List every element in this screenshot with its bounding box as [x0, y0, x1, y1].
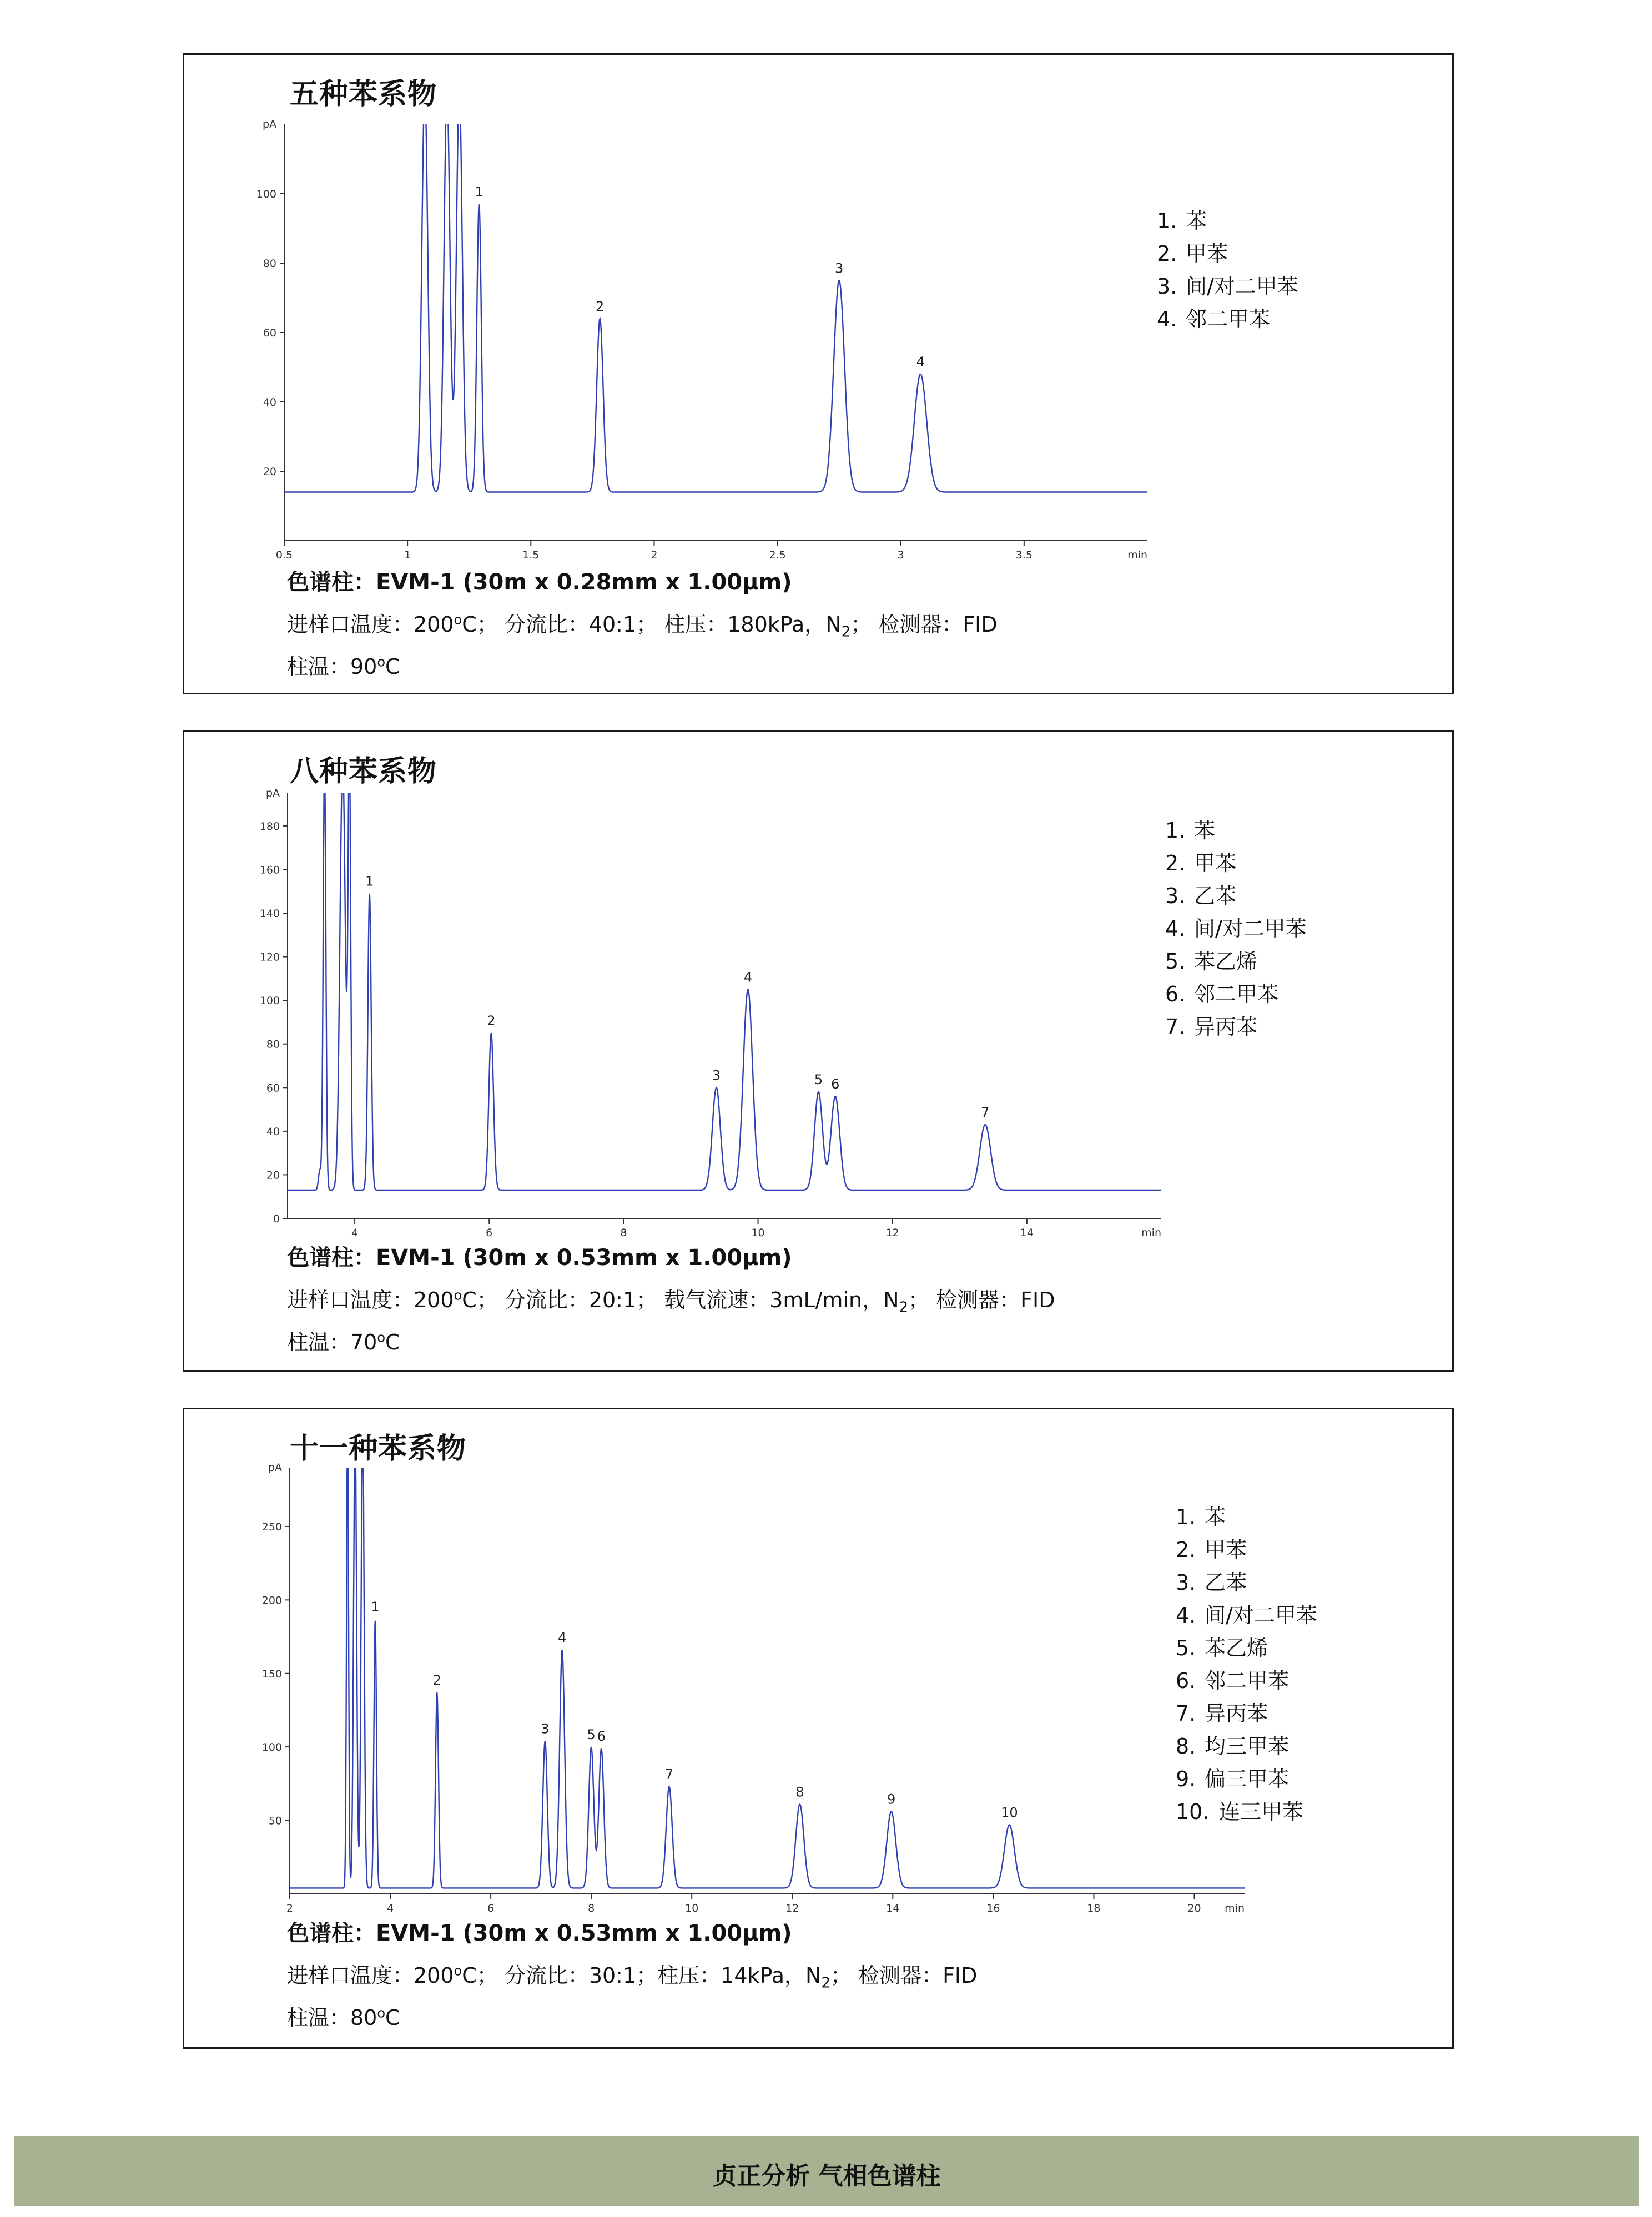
legend-compound: 苯乙烯 — [1194, 949, 1258, 974]
legend-number: 2. — [1176, 1538, 1196, 1562]
peak-label: 1 — [475, 184, 483, 200]
legend-number: 2. — [1165, 851, 1186, 875]
y-tick-label: 160 — [259, 864, 280, 876]
column-temperature: 柱温：80$^o$C — [287, 2005, 400, 2030]
legend-number: 7. — [1176, 1701, 1196, 1726]
x-axis-unit: min — [1127, 549, 1147, 561]
y-axis-unit: pA — [268, 1462, 282, 1474]
legend-item — [1165, 847, 1307, 880]
legend-item — [1176, 1665, 1317, 1697]
footer-bar — [14, 2136, 1639, 2206]
chromatogram-trace — [290, 1424, 1245, 1888]
legend-compound: 邻二甲苯 — [1205, 1669, 1290, 1693]
legend-item — [1165, 880, 1307, 913]
peak-label: 1 — [365, 873, 374, 889]
legend-compound: 均三甲苯 — [1205, 1734, 1290, 1759]
legend-number: 6. — [1176, 1669, 1196, 1693]
legend-number: 1. — [1165, 818, 1186, 843]
peak-label: 2 — [596, 299, 605, 314]
legend-number: 8. — [1176, 1734, 1196, 1759]
x-tick-label: 14 — [886, 1902, 900, 1914]
peak-label: 8 — [795, 1784, 804, 1800]
peak-label: 4 — [558, 1630, 567, 1646]
legend-compound: 邻二甲苯 — [1194, 982, 1279, 1006]
legend-number: 4. — [1157, 307, 1177, 331]
legend-compound: 苯 — [1205, 1505, 1226, 1529]
x-tick-label: 6 — [486, 1227, 493, 1239]
y-tick-label: 100 — [256, 188, 276, 200]
x-tick-label: 2 — [651, 549, 658, 561]
inlet-conditions: 进样口温度：200$^o$C； 分流比：40:1； 柱压：180kPa，$N_2$； 检测器：FID — [287, 612, 998, 641]
x-tick-label: 1.5 — [522, 549, 540, 561]
peak-label: 7 — [981, 1105, 990, 1121]
y-tick-label: 250 — [261, 1520, 282, 1533]
y-tick-label: 80 — [263, 258, 276, 270]
legend-number: 10. — [1176, 1800, 1210, 1824]
legend-item — [1176, 1501, 1317, 1534]
legend-item — [1176, 1697, 1317, 1730]
legend-compound: 甲苯 — [1194, 851, 1237, 875]
peak-label: 1 — [371, 1599, 380, 1615]
legend-compound: 偏三甲苯 — [1205, 1767, 1290, 1791]
peak-label: 3 — [712, 1067, 721, 1084]
chromatogram-panel-2 — [183, 730, 1454, 1372]
x-tick-label: 3 — [897, 549, 904, 561]
y-tick-label: 80 — [266, 1038, 280, 1051]
peak-legend — [1165, 814, 1307, 1044]
x-tick-label: 16 — [986, 1902, 1000, 1914]
legend-compound: 乙苯 — [1194, 884, 1237, 908]
x-tick-label: 2.5 — [769, 549, 786, 561]
legend-number: 1. — [1176, 1505, 1196, 1529]
panel-title: 八种苯系物 — [290, 755, 437, 788]
y-tick-label: 60 — [263, 327, 276, 339]
legend-number: 5. — [1165, 949, 1186, 974]
x-axis-unit: min — [1141, 1227, 1161, 1239]
x-tick-label: 20 — [1187, 1902, 1201, 1914]
x-tick-label: 12 — [785, 1902, 799, 1914]
legend-number: 4. — [1176, 1603, 1196, 1628]
peak-label: 7 — [664, 1766, 674, 1782]
legend-compound: 异丙苯 — [1205, 1701, 1268, 1726]
peak-label: 6 — [597, 1728, 606, 1744]
y-tick-label: 60 — [266, 1082, 280, 1095]
peak-label: 10 — [1001, 1805, 1018, 1821]
legend-compound: 邻二甲苯 — [1186, 307, 1271, 331]
legend-item — [1157, 238, 1298, 270]
legend-number: 2. — [1157, 241, 1177, 266]
legend-item — [1165, 945, 1307, 978]
legend-number: 3. — [1165, 884, 1186, 908]
column-spec: 色谱柱：EVM-1 (30m x 0.28mm x 1.00μm) — [287, 570, 792, 595]
chromatogram-trace — [288, 742, 1161, 1190]
inlet-conditions: 进样口温度：200$^o$C； 分流比：30:1；柱压：14kPa，$N_2$； 检测器：FID — [287, 1963, 978, 1992]
legend-compound: 苯 — [1186, 209, 1207, 233]
legend-number: 5. — [1176, 1636, 1196, 1660]
x-tick-label: 0.5 — [275, 549, 293, 561]
legend-item — [1165, 814, 1307, 847]
legend-number: 7. — [1165, 1015, 1186, 1039]
peak-label: 4 — [916, 354, 925, 370]
peak-label: 5 — [587, 1727, 596, 1743]
y-tick-label: 0 — [273, 1213, 280, 1225]
legend-compound: 间/对二甲苯 — [1186, 274, 1298, 299]
x-tick-label: 3.5 — [1015, 549, 1032, 561]
y-tick-label: 100 — [261, 1741, 282, 1754]
legend-item — [1176, 1632, 1317, 1665]
legend-item — [1157, 303, 1298, 336]
column-temperature: 柱温：90$^o$C — [287, 654, 400, 679]
peak-label: 2 — [487, 1013, 496, 1029]
column-spec: 色谱柱：EVM-1 (30m x 0.53mm x 1.00μm) — [287, 1921, 792, 1946]
legend-item — [1176, 1534, 1317, 1566]
legend-item — [1176, 1566, 1317, 1599]
legend-compound: 苯 — [1194, 818, 1216, 843]
x-tick-label: 10 — [685, 1902, 699, 1914]
peak-label: 9 — [887, 1791, 896, 1807]
footer-text: 贞正分析 气相色谱柱 — [712, 2162, 941, 2190]
legend-compound: 苯乙烯 — [1205, 1636, 1268, 1660]
y-axis-unit: pA — [265, 787, 280, 799]
x-tick-label: 6 — [487, 1902, 495, 1914]
peak-label: 3 — [541, 1721, 550, 1737]
x-tick-label: 8 — [588, 1902, 595, 1914]
legend-number: 4. — [1165, 916, 1186, 941]
x-tick-label: 8 — [620, 1227, 627, 1239]
legend-compound: 甲苯 — [1186, 241, 1228, 266]
x-tick-label: 18 — [1087, 1902, 1101, 1914]
column-spec: 色谱柱：EVM-1 (30m x 0.53mm x 1.00μm) — [287, 1245, 792, 1271]
chromatogram-panel-3 — [183, 1408, 1454, 2049]
x-tick-label: 1 — [404, 549, 411, 561]
y-tick-label: 20 — [266, 1169, 280, 1182]
inlet-conditions: 进样口温度：200$^o$C； 分流比：20:1； 载气流速：3mL/min，$N_2$； 检测器：FID — [287, 1287, 1055, 1316]
legend-item — [1176, 1763, 1317, 1796]
y-tick-label: 40 — [263, 396, 276, 409]
legend-item — [1176, 1730, 1317, 1763]
legend-item — [1165, 1011, 1307, 1044]
legend-compound: 间/对二甲苯 — [1205, 1603, 1317, 1628]
legend-compound: 异丙苯 — [1194, 1015, 1258, 1039]
legend-compound: 甲苯 — [1205, 1538, 1247, 1562]
chromatogram-trace — [284, 90, 1147, 492]
x-axis-unit: min — [1225, 1902, 1245, 1914]
y-axis-unit: pA — [262, 118, 276, 130]
x-tick-label: 14 — [1020, 1227, 1034, 1239]
legend-item — [1157, 205, 1298, 238]
peak-label: 4 — [743, 969, 753, 985]
legend-item — [1157, 270, 1298, 303]
y-tick-label: 200 — [261, 1594, 282, 1607]
legend-item — [1165, 978, 1307, 1011]
y-tick-label: 50 — [268, 1815, 282, 1827]
legend-item — [1176, 1796, 1317, 1828]
x-tick-label: 4 — [387, 1902, 394, 1914]
y-tick-label: 150 — [261, 1667, 282, 1680]
y-tick-label: 100 — [259, 995, 280, 1007]
x-tick-label: 4 — [351, 1227, 359, 1239]
legend-item — [1176, 1599, 1317, 1632]
legend-number: 3. — [1176, 1570, 1196, 1595]
peak-label: 6 — [831, 1076, 840, 1092]
legend-compound: 连三甲苯 — [1219, 1800, 1304, 1824]
legend-number: 3. — [1157, 274, 1177, 299]
legend-number: 1. — [1157, 209, 1177, 233]
legend-number: 6. — [1165, 982, 1186, 1006]
y-tick-label: 140 — [259, 908, 280, 920]
y-tick-label: 180 — [259, 820, 280, 833]
peak-label: 5 — [814, 1072, 823, 1088]
legend-item — [1165, 913, 1307, 945]
panel-title: 五种苯系物 — [290, 78, 437, 111]
peak-label: 3 — [835, 260, 844, 276]
legend-number: 9. — [1176, 1767, 1196, 1791]
y-tick-label: 120 — [259, 951, 280, 964]
x-tick-label: 2 — [286, 1902, 294, 1914]
legend-compound: 间/对二甲苯 — [1194, 916, 1307, 941]
column-temperature: 柱温：70$^o$C — [287, 1329, 400, 1354]
peak-legend — [1176, 1501, 1317, 1828]
chromatogram-panel-1 — [183, 53, 1454, 694]
x-tick-label: 10 — [751, 1227, 765, 1239]
chromatogram-chart — [184, 55, 1455, 696]
panel-title: 十一种苯系物 — [290, 1432, 467, 1465]
x-tick-label: 12 — [885, 1227, 899, 1239]
peak-label: 2 — [432, 1672, 441, 1689]
peak-legend — [1157, 205, 1298, 336]
y-tick-label: 40 — [266, 1125, 280, 1138]
y-tick-label: 20 — [263, 466, 276, 478]
legend-compound: 乙苯 — [1205, 1570, 1247, 1595]
